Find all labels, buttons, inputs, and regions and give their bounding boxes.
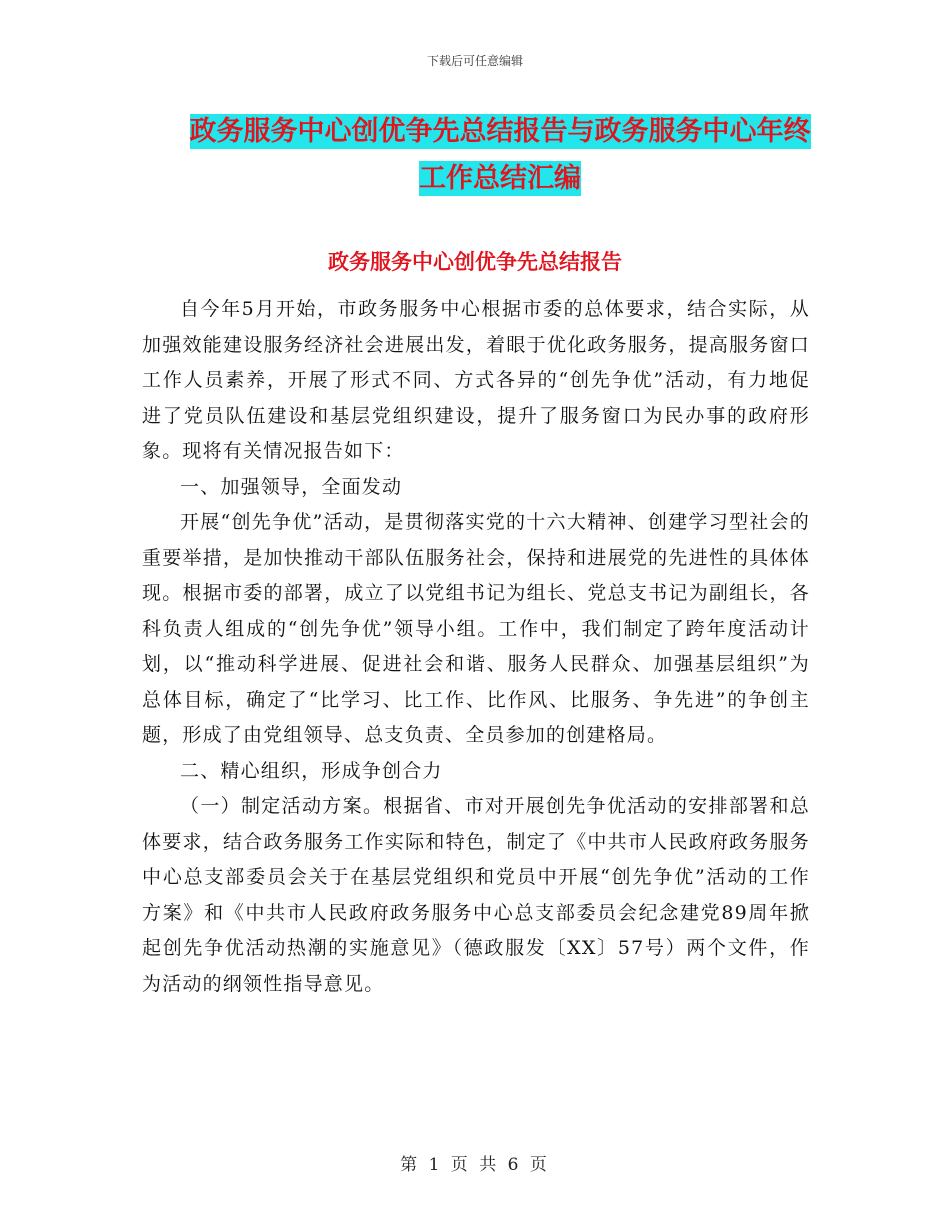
paragraph-heading-2: 二、精心组织，形成争创合力 [180,759,443,782]
paragraph-heading-1: 一、加强领导，全面发动 [180,475,403,498]
document-body [142,292,810,1002]
section-title: 政务服务中心创优争先总结报告 [328,250,622,274]
document-title [130,108,870,202]
document-title-line-1: 政务服务中心创优争先总结报告与政务服务中心年终 [189,116,811,147]
paragraph-intro: 自今年5月开始，市政务服务中心根据市委的总体要求，结合实际，从加强效能建设服务经济社会进展出发，着眼于优化政务服务，提高服务窗口工作人员素养，开展了形式不同、方式各异的“创先争优”活动，有力地促进了党员队伍建设和基层党组织建设，提升了服务窗口为民办事的政府形象。现将有关情况报告如下： [142,298,810,462]
document-title-line-2: 工作总结汇编 [419,163,581,194]
page-number: 第 1 页 共 6 页 [400,1155,550,1175]
paragraph-plan: （一）制定活动方案。根据省、市对开展创先争优活动的安排部署和总体要求，结合政务服务工作实际和特色，制定了《中共市人民政府政务服务中心总支部委员会关于在基层党组织和党员中开展“创先争优”活动的工作方案》和《中共市人民政府政务服务中心总支部委员会纪念建党89周年掀起创先争优活动热潮的实施意见》（德政服发〔XX〕57号）两个文件，作为活动的纲领性指导意见。 [142,795,810,995]
header-note: 下载后可任意编辑 [426,54,523,68]
paragraph-leadership: 开展“创先争优”活动，是贯彻落实党的十六大精神、创建学习型社会的重要举措，是加快推动干部队伍服务社会，保持和进展党的先进性的具体体现。根据市委的部署，成立了以党组书记为组长、党总支书记为副组长，各科负责人组成的“创先争优”领导小组。工作中，我们制定了跨年度活动计划，以“推动科学进展、促进社会和谐、服务人民群众、加强基层组织”为总体目标，确定了“比学习、比工作、比作风、比服务、争先进”的争创主题，形成了由党组领导、总支负责、全员参加的创建格局。 [142,511,810,746]
